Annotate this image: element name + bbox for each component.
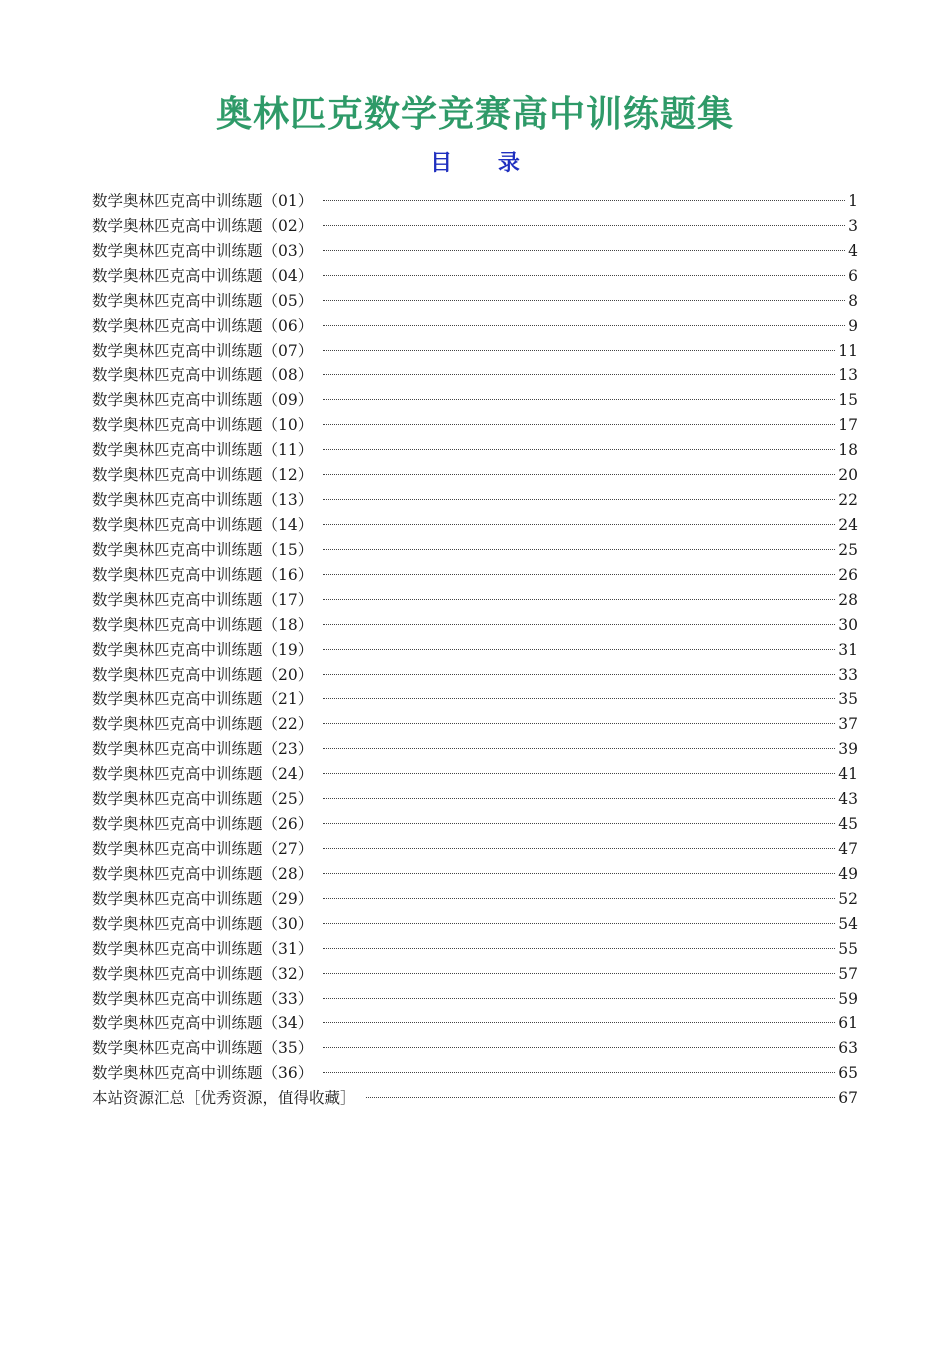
toc-entry-label: 数学奥林匹克高中训练题（12） [92,466,314,485]
toc-entry[interactable] [92,264,858,289]
toc-entry-label: 数学奥林匹克高中训练题（34） [92,1014,314,1033]
dot-leader [323,649,835,650]
toc-entry-label: 数学奥林匹克高中训练题（11） [92,441,314,460]
toc-entry[interactable] [92,513,858,538]
toc-entry-label: 数学奥林匹克高中训练题（19） [92,640,314,659]
toc-entry[interactable] [92,339,858,364]
toc-entry[interactable] [92,812,858,837]
toc-entry[interactable] [92,239,858,264]
toc-entry-page-number: 39 [838,740,858,759]
toc-entry-label: 本站资源汇总［优秀资源，值得收藏］ [92,1089,356,1108]
toc-entry-page-number: 55 [838,939,858,958]
dot-leader [323,524,835,525]
dot-leader [323,898,835,899]
dot-leader [323,424,835,425]
dot-leader [323,300,845,301]
toc-entry-page-number: 24 [838,515,858,534]
toc-entry-label: 数学奥林匹克高中训练题（18） [92,615,314,634]
toc-entry-page-number: 33 [838,665,858,684]
toc-entry-page-number: 15 [838,391,858,410]
dot-leader [323,674,835,675]
toc-entry-page-number: 28 [838,590,858,609]
toc-entry-page-number: 61 [838,1014,858,1033]
toc-entry[interactable] [92,388,858,413]
toc-entry-page-number: 22 [838,491,858,510]
toc-entry-page-number: 63 [838,1039,858,1058]
toc-entry-label: 数学奥林匹克高中训练题（29） [92,889,314,908]
toc-entry-page-number: 43 [838,790,858,809]
toc-entry-label: 数学奥林匹克高中训练题（06） [92,316,314,335]
toc-entry-label: 数学奥林匹克高中训练题（28） [92,864,314,883]
toc-entry-page-number: 26 [838,565,858,584]
dot-leader [323,574,835,575]
dot-leader [323,973,835,974]
dot-leader [323,873,835,874]
toc-entry-label: 数学奥林匹克高中训练题（24） [92,765,314,784]
toc-entry[interactable] [92,837,858,862]
toc-entry[interactable] [92,314,858,339]
toc-entry-page-number: 20 [838,466,858,485]
dot-leader [323,624,835,625]
toc-entry-page-number: 47 [838,839,858,858]
dot-leader [323,823,835,824]
dot-leader [323,773,835,774]
toc-entry-label: 数学奥林匹克高中训练题（07） [92,341,314,360]
toc-entry[interactable] [92,887,858,912]
dot-leader [323,1022,835,1023]
toc-entry-page-number: 41 [838,765,858,784]
toc-entry-page-number: 45 [838,815,858,834]
dot-leader [323,798,835,799]
dot-leader [323,549,835,550]
toc-entry-label: 数学奥林匹克高中训练题（22） [92,715,314,734]
toc-entry-page-number: 57 [838,964,858,983]
toc-entry-label: 数学奥林匹克高中训练题（32） [92,964,314,983]
toc-entry-label: 数学奥林匹克高中训练题（27） [92,839,314,858]
toc-entry-page-number: 65 [838,1064,858,1083]
dot-leader [323,1072,835,1073]
toc-entry-page-number: 59 [838,989,858,1008]
toc-entry[interactable] [92,663,858,688]
dot-leader [323,499,835,500]
toc-entry-label: 数学奥林匹克高中训练题（21） [92,690,314,709]
toc-entry[interactable] [92,638,858,663]
toc-entry[interactable] [92,488,858,513]
toc-entry-label: 数学奥林匹克高中训练题（33） [92,989,314,1008]
dot-leader [323,325,845,326]
toc-entry[interactable] [92,289,858,314]
toc-entry-page-number: 4 [848,241,858,260]
toc-entry-label: 数学奥林匹克高中训练题（15） [92,540,314,559]
toc-entry[interactable] [92,912,858,937]
toc-entry-page-number: 52 [838,889,858,908]
toc-entry-label: 数学奥林匹克高中训练题（01） [92,192,314,210]
toc-entry[interactable] [92,413,858,438]
toc-entry-label: 数学奥林匹克高中训练题（25） [92,790,314,809]
toc-entry-label: 数学奥林匹克高中训练题（05） [92,291,314,310]
toc-entry[interactable] [92,987,858,1012]
toc-entry[interactable] [92,737,858,762]
toc-entry-label: 数学奥林匹克高中训练题（35） [92,1039,314,1058]
dot-leader [323,948,835,949]
toc-entry-page-number: 37 [838,715,858,734]
toc-entry-label: 数学奥林匹克高中训练题（31） [92,939,314,958]
dot-leader [323,399,835,400]
toc-entry[interactable] [92,937,858,962]
toc-entry-label: 数学奥林匹克高中训练题（14） [92,515,314,534]
toc-entry[interactable] [92,712,858,737]
toc-entry-label: 数学奥林匹克高中训练题（36） [92,1064,314,1083]
dot-leader [323,748,835,749]
dot-leader [323,599,835,600]
toc-entry-label: 数学奥林匹克高中训练题（30） [92,914,314,933]
toc-entry-label: 数学奥林匹克高中训练题（13） [92,491,314,510]
dot-leader [323,200,845,201]
toc-entry[interactable] [92,613,858,638]
toc-entry[interactable] [92,538,858,563]
dot-leader [323,374,835,375]
dot-leader [323,998,835,999]
toc-entry-page-number: 49 [838,864,858,883]
toc-entry-label: 数学奥林匹克高中训练题（04） [92,266,314,285]
toc-entry-label: 数学奥林匹克高中训练题（23） [92,740,314,759]
toc-entry-label: 数学奥林匹克高中训练题（20） [92,665,314,684]
toc-entry-page-number: 9 [848,316,858,335]
toc-entry[interactable] [92,189,858,214]
toc-entry-page-number: 11 [838,341,858,360]
toc-entry-label: 数学奥林匹克高中训练题（08） [92,366,314,385]
toc-entry-page-number: 30 [838,615,858,634]
toc-entry-label: 数学奥林匹克高中训练题（16） [92,565,314,584]
toc-entry-page-number: 67 [838,1089,858,1108]
dot-leader [323,1047,835,1048]
toc-entry-label: 数学奥林匹克高中训练题（17） [92,590,314,609]
toc-entry[interactable] [92,214,858,239]
toc-entry[interactable] [92,862,858,887]
toc-entry[interactable] [92,1086,858,1111]
toc-entry-label: 数学奥林匹克高中训练题（02） [92,216,314,235]
toc-entry-page-number: 3 [848,216,858,235]
toc-entry[interactable] [92,687,858,712]
toc-entry-page-number: 1 [848,192,858,210]
toc-entry[interactable] [92,1061,858,1086]
dot-leader [323,250,845,251]
toc-entry-label: 数学奥林匹克高中训练题（26） [92,815,314,834]
dot-leader [323,275,845,276]
dot-leader [323,923,835,924]
toc-entry-page-number: 18 [838,441,858,460]
dot-leader [323,698,835,699]
dot-leader [366,1097,836,1098]
dot-leader [323,449,835,450]
toc-entry[interactable] [92,787,858,812]
toc-entry-page-number: 35 [838,690,858,709]
toc-entry-label: 数学奥林匹克高中训练题（10） [92,416,314,435]
toc-entry[interactable] [92,363,858,388]
toc-entry[interactable] [92,438,858,463]
toc-entry-page-number: 54 [838,914,858,933]
document-title: 奥林匹克数学竞赛高中训练题集 [215,94,734,135]
toc-entry[interactable] [92,1036,858,1061]
dot-leader [323,474,835,475]
table-of-contents [92,189,858,1111]
dot-leader [323,225,845,226]
toc-heading: 目 录 [430,151,520,176]
dot-leader [323,723,835,724]
toc-entry-page-number: 25 [838,540,858,559]
toc-entry-page-number: 13 [838,366,858,385]
toc-entry[interactable] [92,962,858,987]
toc-entry[interactable] [92,563,858,588]
toc-entry-label: 数学奥林匹克高中训练题（03） [92,241,314,260]
toc-entry-page-number: 6 [848,266,858,285]
toc-entry-page-number: 31 [838,640,858,659]
dot-leader [323,350,835,351]
toc-entry[interactable] [92,588,858,613]
dot-leader [323,848,835,849]
toc-entry-label: 数学奥林匹克高中训练题（09） [92,391,314,410]
toc-entry[interactable] [92,1011,858,1036]
toc-entry-page-number: 17 [838,416,858,435]
toc-entry[interactable] [92,762,858,787]
toc-entry-page-number: 8 [848,291,858,310]
toc-entry[interactable] [92,463,858,488]
